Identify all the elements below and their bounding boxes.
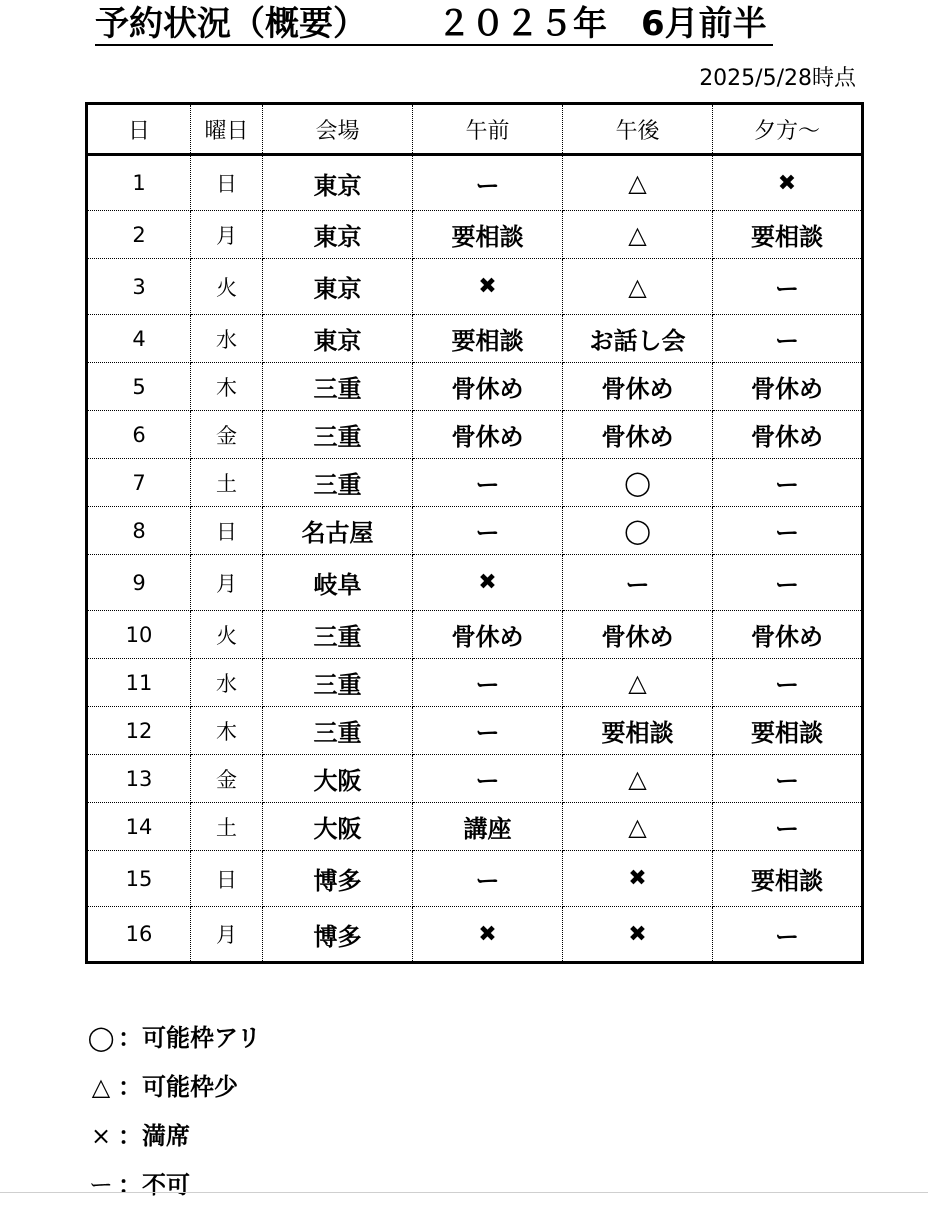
cell-afternoon: △: [563, 803, 713, 851]
cell-afternoon: △: [563, 259, 713, 315]
legend-meaning: 満席: [142, 1122, 190, 1150]
header-row: [87, 104, 863, 155]
cell-afternoon: お話し会: [563, 315, 713, 363]
cell-morning: ✖: [413, 907, 563, 963]
table-row: [87, 851, 863, 907]
cell-morning: 骨休め: [413, 363, 563, 411]
col-header-morning: 午前: [413, 104, 563, 155]
legend-item: [84, 1165, 261, 1214]
table-row: [87, 155, 863, 211]
legend-symbol: △: [91, 1073, 111, 1101]
cell-day: 4: [87, 315, 191, 363]
legend-item: [84, 1067, 261, 1116]
cell-weekday: 月: [191, 555, 263, 611]
cell-venue: 東京: [263, 155, 413, 211]
cell-morning: ー: [413, 659, 563, 707]
cell-weekday: 日: [191, 507, 263, 555]
cell-venue: 博多: [263, 907, 413, 963]
cell-venue: 大阪: [263, 755, 413, 803]
cell-weekday: 金: [191, 411, 263, 459]
cell-evening: 骨休め: [713, 363, 863, 411]
cell-venue: 三重: [263, 659, 413, 707]
cell-evening: ー: [713, 803, 863, 851]
cell-afternoon: ー: [563, 555, 713, 611]
cell-evening: 骨休め: [713, 411, 863, 459]
reservation-table: [85, 102, 864, 964]
cell-afternoon: △: [563, 155, 713, 211]
cell-afternoon: 骨休め: [563, 611, 713, 659]
cell-afternoon: 骨休め: [563, 411, 713, 459]
table-body: [87, 155, 863, 963]
cell-afternoon: △: [563, 211, 713, 259]
cell-morning: 講座: [413, 803, 563, 851]
col-header-venue: 会場: [263, 104, 413, 155]
cell-weekday: 火: [191, 259, 263, 315]
cell-afternoon: ✖: [563, 907, 713, 963]
cell-day: 3: [87, 259, 191, 315]
legend-item: [84, 1018, 261, 1067]
cell-evening: 要相談: [713, 707, 863, 755]
cell-weekday: 土: [191, 459, 263, 507]
cell-morning: ー: [413, 851, 563, 907]
cell-morning: 要相談: [413, 211, 563, 259]
cell-venue: 大阪: [263, 803, 413, 851]
legend-separator: ：: [118, 1122, 142, 1150]
cell-day: 14: [87, 803, 191, 851]
cell-evening: ✖: [713, 155, 863, 211]
cell-morning: ✖: [413, 259, 563, 315]
table-row: [87, 707, 863, 755]
cell-morning: 骨休め: [413, 411, 563, 459]
cell-morning: ー: [413, 707, 563, 755]
cell-afternoon: 要相談: [563, 707, 713, 755]
cell-weekday: 月: [191, 211, 263, 259]
cell-evening: 骨休め: [713, 611, 863, 659]
table-row: [87, 507, 863, 555]
cell-weekday: 日: [191, 155, 263, 211]
cell-day: 11: [87, 659, 191, 707]
cell-day: 6: [87, 411, 191, 459]
cell-venue: 三重: [263, 707, 413, 755]
cell-day: 16: [87, 907, 191, 963]
legend: [84, 1018, 261, 1214]
col-header-afternoon: 午後: [563, 104, 713, 155]
legend-separator: ：: [118, 1073, 142, 1101]
table-row: [87, 659, 863, 707]
cell-venue: 三重: [263, 611, 413, 659]
cell-weekday: 木: [191, 363, 263, 411]
cell-morning: ー: [413, 459, 563, 507]
legend-separator: ：: [118, 1024, 142, 1052]
cell-evening: ー: [713, 907, 863, 963]
page-title: [95, 4, 773, 46]
table-row: [87, 459, 863, 507]
table-row: [87, 211, 863, 259]
cell-day: 5: [87, 363, 191, 411]
cell-evening: ー: [713, 659, 863, 707]
as-of-date: 2025/5/28時点: [699, 66, 856, 91]
col-header-day: 日: [87, 104, 191, 155]
cell-weekday: 水: [191, 659, 263, 707]
table-row: [87, 315, 863, 363]
cell-weekday: 土: [191, 803, 263, 851]
cell-day: 2: [87, 211, 191, 259]
cell-morning: ✖: [413, 555, 563, 611]
cell-evening: ー: [713, 459, 863, 507]
cell-day: 13: [87, 755, 191, 803]
cell-day: 7: [87, 459, 191, 507]
cell-day: 10: [87, 611, 191, 659]
cell-day: 12: [87, 707, 191, 755]
title-left: 予約状況（概要）: [95, 4, 367, 44]
legend-separator: ：: [118, 1171, 142, 1199]
cell-venue: 三重: [263, 363, 413, 411]
cell-day: 15: [87, 851, 191, 907]
cell-venue: 東京: [263, 315, 413, 363]
legend-meaning: 可能枠アリ: [142, 1024, 262, 1052]
cell-evening: ー: [713, 259, 863, 315]
cell-morning: ー: [413, 507, 563, 555]
page-bottom-rule: [0, 1192, 928, 1193]
table-row: [87, 907, 863, 963]
cell-evening: ー: [713, 555, 863, 611]
cell-weekday: 月: [191, 907, 263, 963]
table-row: [87, 803, 863, 851]
col-header-evening: 夕方～: [713, 104, 863, 155]
table-row: [87, 755, 863, 803]
cell-venue: 三重: [263, 459, 413, 507]
legend-item: [84, 1116, 261, 1165]
cell-afternoon: △: [563, 659, 713, 707]
table-row: [87, 363, 863, 411]
legend-symbol: ー: [89, 1171, 113, 1199]
table-row: [87, 259, 863, 315]
table-row: [87, 555, 863, 611]
cell-evening: 要相談: [713, 211, 863, 259]
table-row: [87, 411, 863, 459]
cell-weekday: 金: [191, 755, 263, 803]
table-header: [87, 104, 863, 155]
cell-venue: 東京: [263, 211, 413, 259]
cell-day: 8: [87, 507, 191, 555]
legend-meaning: 不可: [142, 1171, 190, 1199]
title-right: ２０２５年 6月前半: [437, 4, 767, 44]
cell-afternoon: ◯: [563, 507, 713, 555]
cell-morning: ー: [413, 155, 563, 211]
cell-evening: ー: [713, 755, 863, 803]
cell-weekday: 日: [191, 851, 263, 907]
cell-evening: 要相談: [713, 851, 863, 907]
cell-afternoon: △: [563, 755, 713, 803]
cell-evening: ー: [713, 315, 863, 363]
cell-weekday: 水: [191, 315, 263, 363]
cell-venue: 岐阜: [263, 555, 413, 611]
cell-morning: 要相談: [413, 315, 563, 363]
cell-evening: ー: [713, 507, 863, 555]
cell-morning: ー: [413, 755, 563, 803]
cell-morning: 骨休め: [413, 611, 563, 659]
cell-venue: 三重: [263, 411, 413, 459]
cell-weekday: 火: [191, 611, 263, 659]
cell-venue: 東京: [263, 259, 413, 315]
cell-afternoon: 骨休め: [563, 363, 713, 411]
cell-afternoon: ✖: [563, 851, 713, 907]
legend-meaning: 可能枠少: [142, 1073, 238, 1101]
cell-day: 1: [87, 155, 191, 211]
cell-venue: 名古屋: [263, 507, 413, 555]
legend-symbol: ×: [90, 1122, 112, 1150]
cell-weekday: 木: [191, 707, 263, 755]
cell-day: 9: [87, 555, 191, 611]
table-row: [87, 611, 863, 659]
legend-symbol: ◯: [87, 1024, 115, 1052]
col-header-weekday: 曜日: [191, 104, 263, 155]
cell-venue: 博多: [263, 851, 413, 907]
cell-afternoon: ◯: [563, 459, 713, 507]
